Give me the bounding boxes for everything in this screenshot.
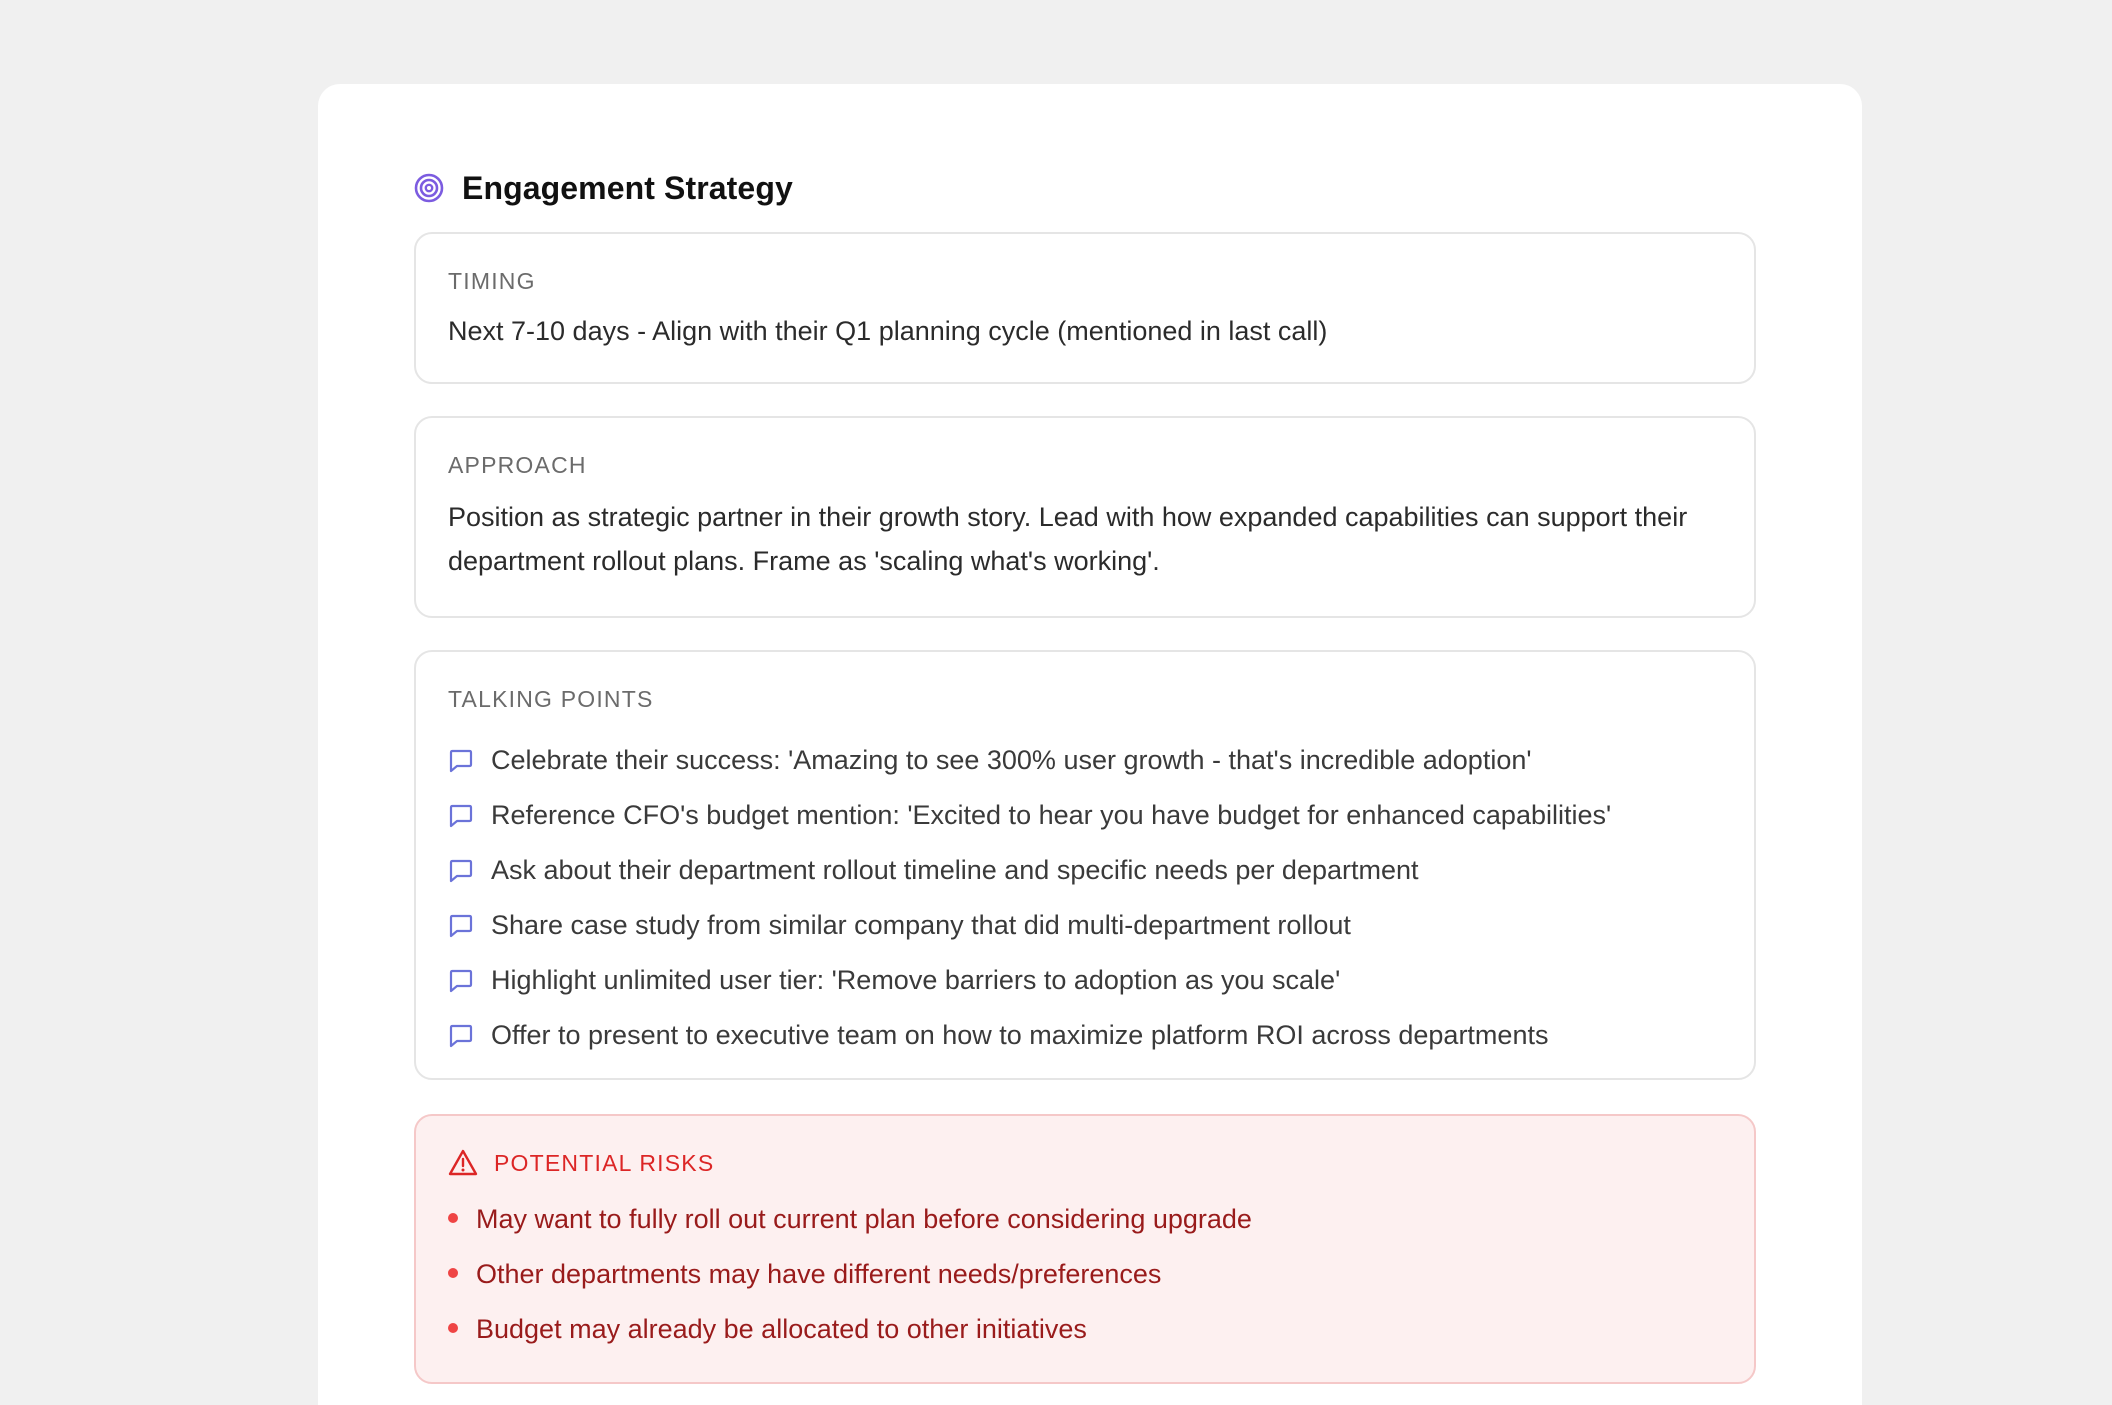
list-item [448, 1008, 1722, 1063]
approach-section [414, 416, 1756, 618]
alert-triangle-icon [448, 1148, 478, 1178]
bullet-dot-icon [448, 1213, 458, 1223]
list-item [448, 1302, 1722, 1357]
talking-point-text: Highlight unlimited user tier: 'Remove barriers to adoption as you scale' [491, 965, 1341, 995]
risk-text: Other departments may have different needs/preferences [476, 1259, 1162, 1289]
page-title: Engagement Strategy [462, 169, 793, 206]
talking-points-section [414, 650, 1756, 1080]
risk-text: May want to fully roll out current plan before considering upgrade [476, 1204, 1252, 1234]
list-item [448, 898, 1722, 953]
list-item [448, 733, 1722, 788]
list-item [448, 1192, 1722, 1247]
talking-point-text: Share case study from similar company that did multi-department rollout [491, 910, 1351, 940]
message-square-icon [448, 913, 474, 939]
list-item [448, 1247, 1722, 1302]
approach-text: Position as strategic partner in their growth story. Lead with how expanded capabilities can support their department rollout plans. Frame as 'scaling what's working'. [448, 502, 1688, 576]
engagement-strategy-card [318, 84, 1862, 1405]
bullet-dot-icon [448, 1268, 458, 1278]
message-square-icon [448, 748, 474, 774]
talking-point-text: Offer to present to executive team on how to maximize platform ROI across departments [491, 1020, 1549, 1050]
message-square-icon [448, 1023, 474, 1049]
timing-section [414, 232, 1756, 384]
talking-points-list [448, 733, 1722, 1063]
bullet-dot-icon [448, 1323, 458, 1333]
potential-risks-section [414, 1114, 1756, 1384]
timing-label: TIMING [448, 268, 536, 294]
timing-text: Next 7-10 days - Align with their Q1 planning cycle (mentioned in last call) [448, 316, 1328, 346]
section-header [414, 168, 793, 208]
message-square-icon [448, 858, 474, 884]
list-item [448, 788, 1722, 843]
talking-point-text: Reference CFO's budget mention: 'Excited to hear you have budget for enhanced capabilities' [491, 800, 1612, 830]
risks-header [448, 1148, 1722, 1178]
list-item [448, 953, 1722, 1008]
risks-label: POTENTIAL RISKS [494, 1149, 715, 1176]
approach-label: APPROACH [448, 452, 587, 478]
message-square-icon [448, 968, 474, 994]
risks-list [448, 1192, 1722, 1357]
talking-points-label: TALKING POINTS [448, 686, 654, 712]
message-square-icon [448, 803, 474, 829]
talking-point-text: Ask about their department rollout timeline and specific needs per department [491, 855, 1419, 885]
talking-point-text: Celebrate their success: 'Amazing to see 300% user growth - that's incredible adoption' [491, 745, 1532, 775]
target-icon [414, 173, 444, 203]
list-item [448, 843, 1722, 898]
risk-text: Budget may already be allocated to other initiatives [476, 1314, 1087, 1344]
